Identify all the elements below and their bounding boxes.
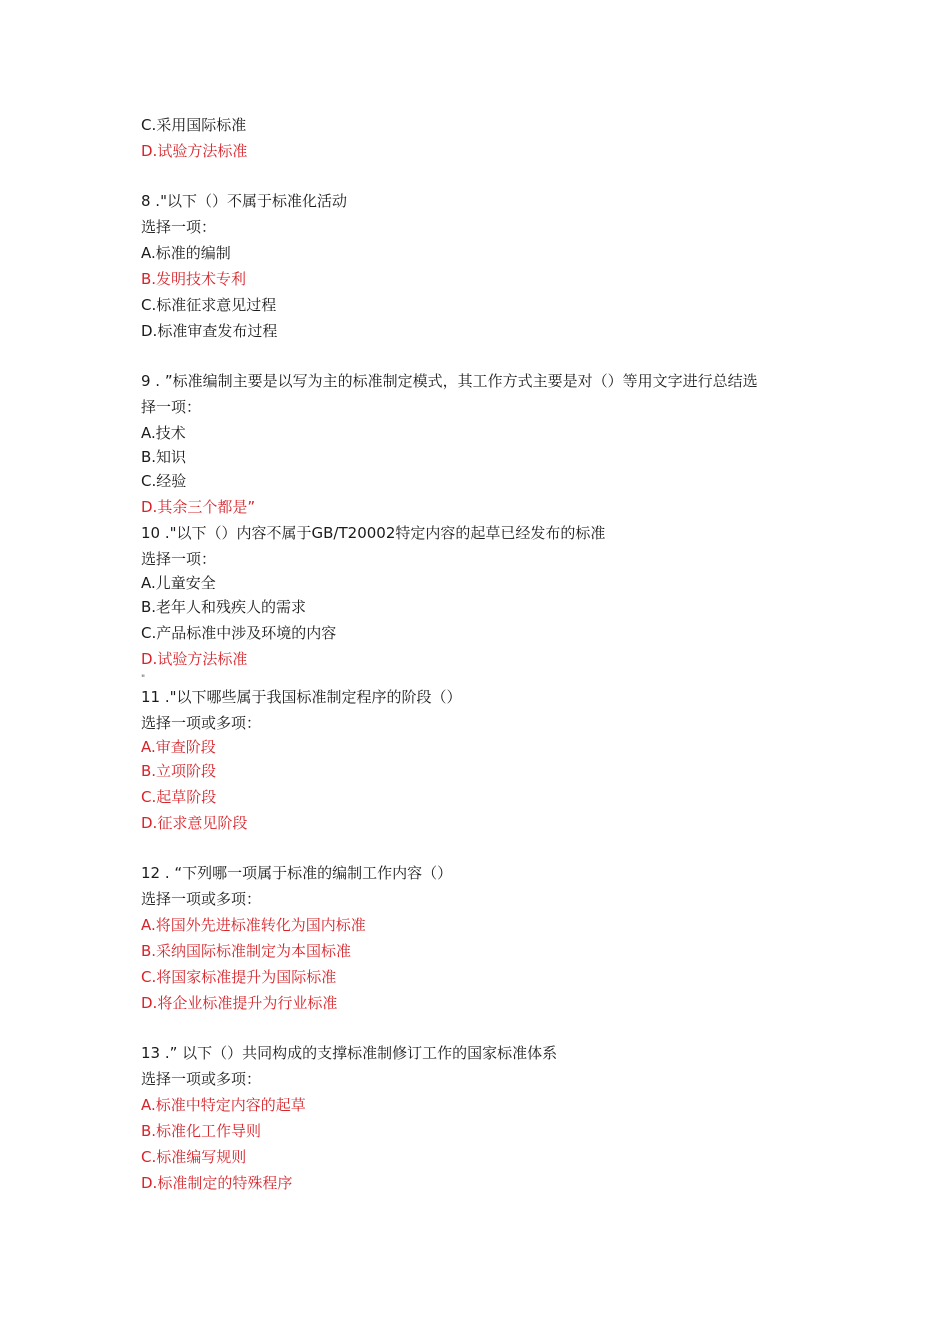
option-a-answer: A.审查阶段	[141, 738, 216, 756]
option-d-answer: D.试验方法标准	[141, 142, 248, 160]
question-text: 8 ."以下（）不属于标准化活动	[141, 192, 347, 210]
document-page	[141, 114, 841, 1198]
spacer	[141, 838, 841, 862]
question-prompt: 选择一项或多项：	[141, 714, 262, 732]
question-7-tail	[141, 114, 841, 166]
option-c: C.经验	[141, 472, 187, 490]
option-a: A.标准的编制	[141, 244, 231, 262]
question-prompt: 选择一项或多项：	[141, 1070, 262, 1088]
option-c-answer: C.标准编写规则	[141, 1148, 247, 1166]
question-10	[141, 522, 841, 674]
option-c: C.标准征求意见过程	[141, 296, 277, 314]
option-d-answer: D.其余三个都是”	[141, 498, 256, 516]
option-a: A.儿童安全	[141, 574, 216, 592]
option-a-answer: A.标准中特定内容的起草	[141, 1096, 306, 1114]
option-d-answer: D.将企业标准提升为行业标准	[141, 994, 338, 1012]
question-prompt: 选择一项或多项：	[141, 890, 262, 908]
spacer	[141, 166, 841, 190]
question-13	[141, 1042, 841, 1198]
option-c: C.产品标准中涉及环境的内容	[141, 624, 337, 642]
option-d-answer: D.标准制定的特殊程序	[141, 1174, 293, 1192]
option-c-answer: C.起草阶段	[141, 788, 217, 806]
question-text: 10 ."以下（）内容不属于GB/T20002特定内容的起草已经发布的标准	[141, 524, 606, 542]
spacer	[141, 1018, 841, 1042]
question-prompt: 选择一项：	[141, 550, 217, 568]
option-b-answer: B.采纳国际标准制定为本国标准	[141, 942, 352, 960]
option-c-answer: C.将国家标准提升为国际标准	[141, 968, 337, 986]
option-c: C.采用国际标准	[141, 116, 247, 134]
question-text: 11 ."以下哪些属于我国标准制定程序的阶段（）	[141, 688, 462, 706]
question-9	[141, 370, 841, 522]
question-12	[141, 862, 841, 1018]
option-d-answer: D.试验方法标准	[141, 650, 248, 668]
option-b-answer: B.标准化工作导则	[141, 1122, 262, 1140]
option-a-answer: A.将国外先进标准转化为国内标准	[141, 916, 366, 934]
question-text: 13 .” 以下（）共同构成的支撑标准制修订工作的国家标准体系	[141, 1044, 558, 1062]
option-b-answer: B.立项阶段	[141, 762, 217, 780]
option-d: D.标准审查发布过程	[141, 322, 278, 340]
option-b: B.知识	[141, 448, 187, 466]
question-text: 9 . ”标准编制主要是以写为主的标准制定模式，其工作方式主要是对（）等用文字进行总结选	[141, 372, 758, 390]
option-b: B.老年人和残疾人的需求	[141, 598, 307, 616]
spacer	[141, 346, 841, 370]
question-11	[141, 686, 841, 838]
option-a: A.技术	[141, 424, 186, 442]
stray-quote-mark: "	[141, 674, 146, 684]
question-text: 12 . “下列哪一项属于标准的编制工作内容（）	[141, 864, 453, 882]
option-b-answer: B.发明技术专利	[141, 270, 247, 288]
question-prompt: 择一项：	[141, 398, 202, 416]
question-prompt: 选择一项：	[141, 218, 217, 236]
option-d-answer: D.征求意见阶段	[141, 814, 248, 832]
question-8	[141, 190, 841, 346]
